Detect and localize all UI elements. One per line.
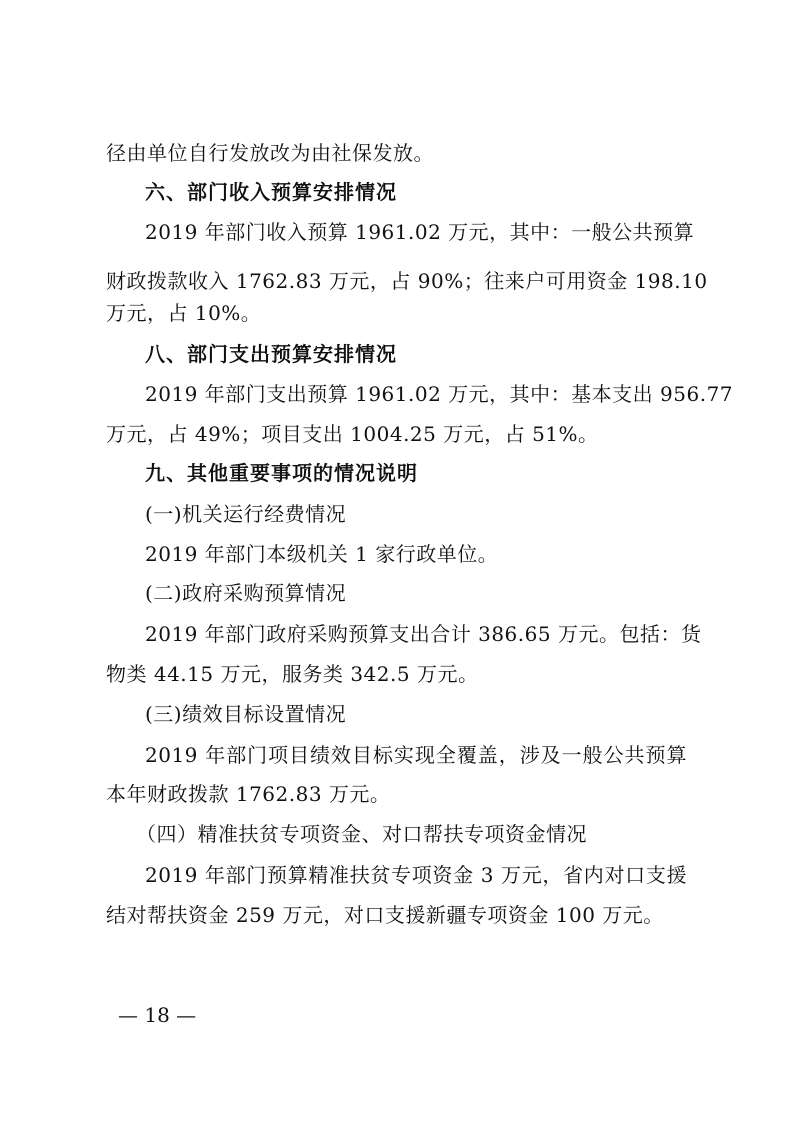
subsection-heading-procurement: (二)政府采购预算情况	[145, 581, 347, 605]
continued-paragraph-line: 径由单位自行发放改为由社保发放。	[106, 141, 434, 165]
poverty-alleviation-paragraph-line-2: 结对帮扶资金 259 万元，对口支援新疆专项资金 100 万元。	[106, 903, 664, 927]
section-heading-other-matters: 九、其他重要事项的情况说明	[145, 461, 418, 485]
subsection-heading-performance-targets: (三)绩效目标设置情况	[145, 702, 347, 726]
page-number: — 18 —	[118, 1003, 197, 1027]
expenditure-paragraph-line-1: 2019 年部门支出预算 1961.02 万元，其中：基本支出 956.77	[145, 382, 734, 406]
operating-funds-paragraph-line-1: 2019 年部门本级机关 1 家行政单位。	[145, 542, 499, 566]
income-paragraph-line-3: 万元，占 10%。	[106, 301, 262, 325]
poverty-alleviation-paragraph-line-1: 2019 年部门预算精准扶贫专项资金 3 万元，省内对口支援	[145, 863, 687, 887]
performance-paragraph-line-2: 本年财政拨款 1762.83 万元。	[106, 782, 391, 806]
procurement-paragraph-line-2: 物类 44.15 万元，服务类 342.5 万元。	[106, 662, 479, 686]
income-paragraph-line-1: 2019 年部门收入预算 1961.02 万元，其中：一般公共预算	[145, 220, 695, 244]
expenditure-paragraph-line-2: 万元，占 49%；项目支出 1004.25 万元，占 51%。	[106, 422, 599, 446]
performance-paragraph-line-1: 2019 年部门项目绩效目标实现全覆盖，涉及一般公共预算	[145, 743, 687, 767]
income-paragraph-line-2: 财政拨款收入 1762.83 万元，占 90%；往来户可用资金 198.10	[106, 269, 708, 293]
section-heading-expenditure-budget: 八、部门支出预算安排情况	[145, 342, 397, 366]
subsection-heading-operating-funds: (一)机关运行经费情况	[145, 502, 347, 526]
procurement-paragraph-line-1: 2019 年部门政府采购预算支出合计 386.65 万元。包括：货	[145, 622, 702, 646]
section-heading-income-budget: 六、部门收入预算安排情况	[145, 180, 397, 204]
subsection-heading-poverty-alleviation-funds: （四）精准扶贫专项资金、对口帮扶专项资金情况	[136, 822, 587, 846]
